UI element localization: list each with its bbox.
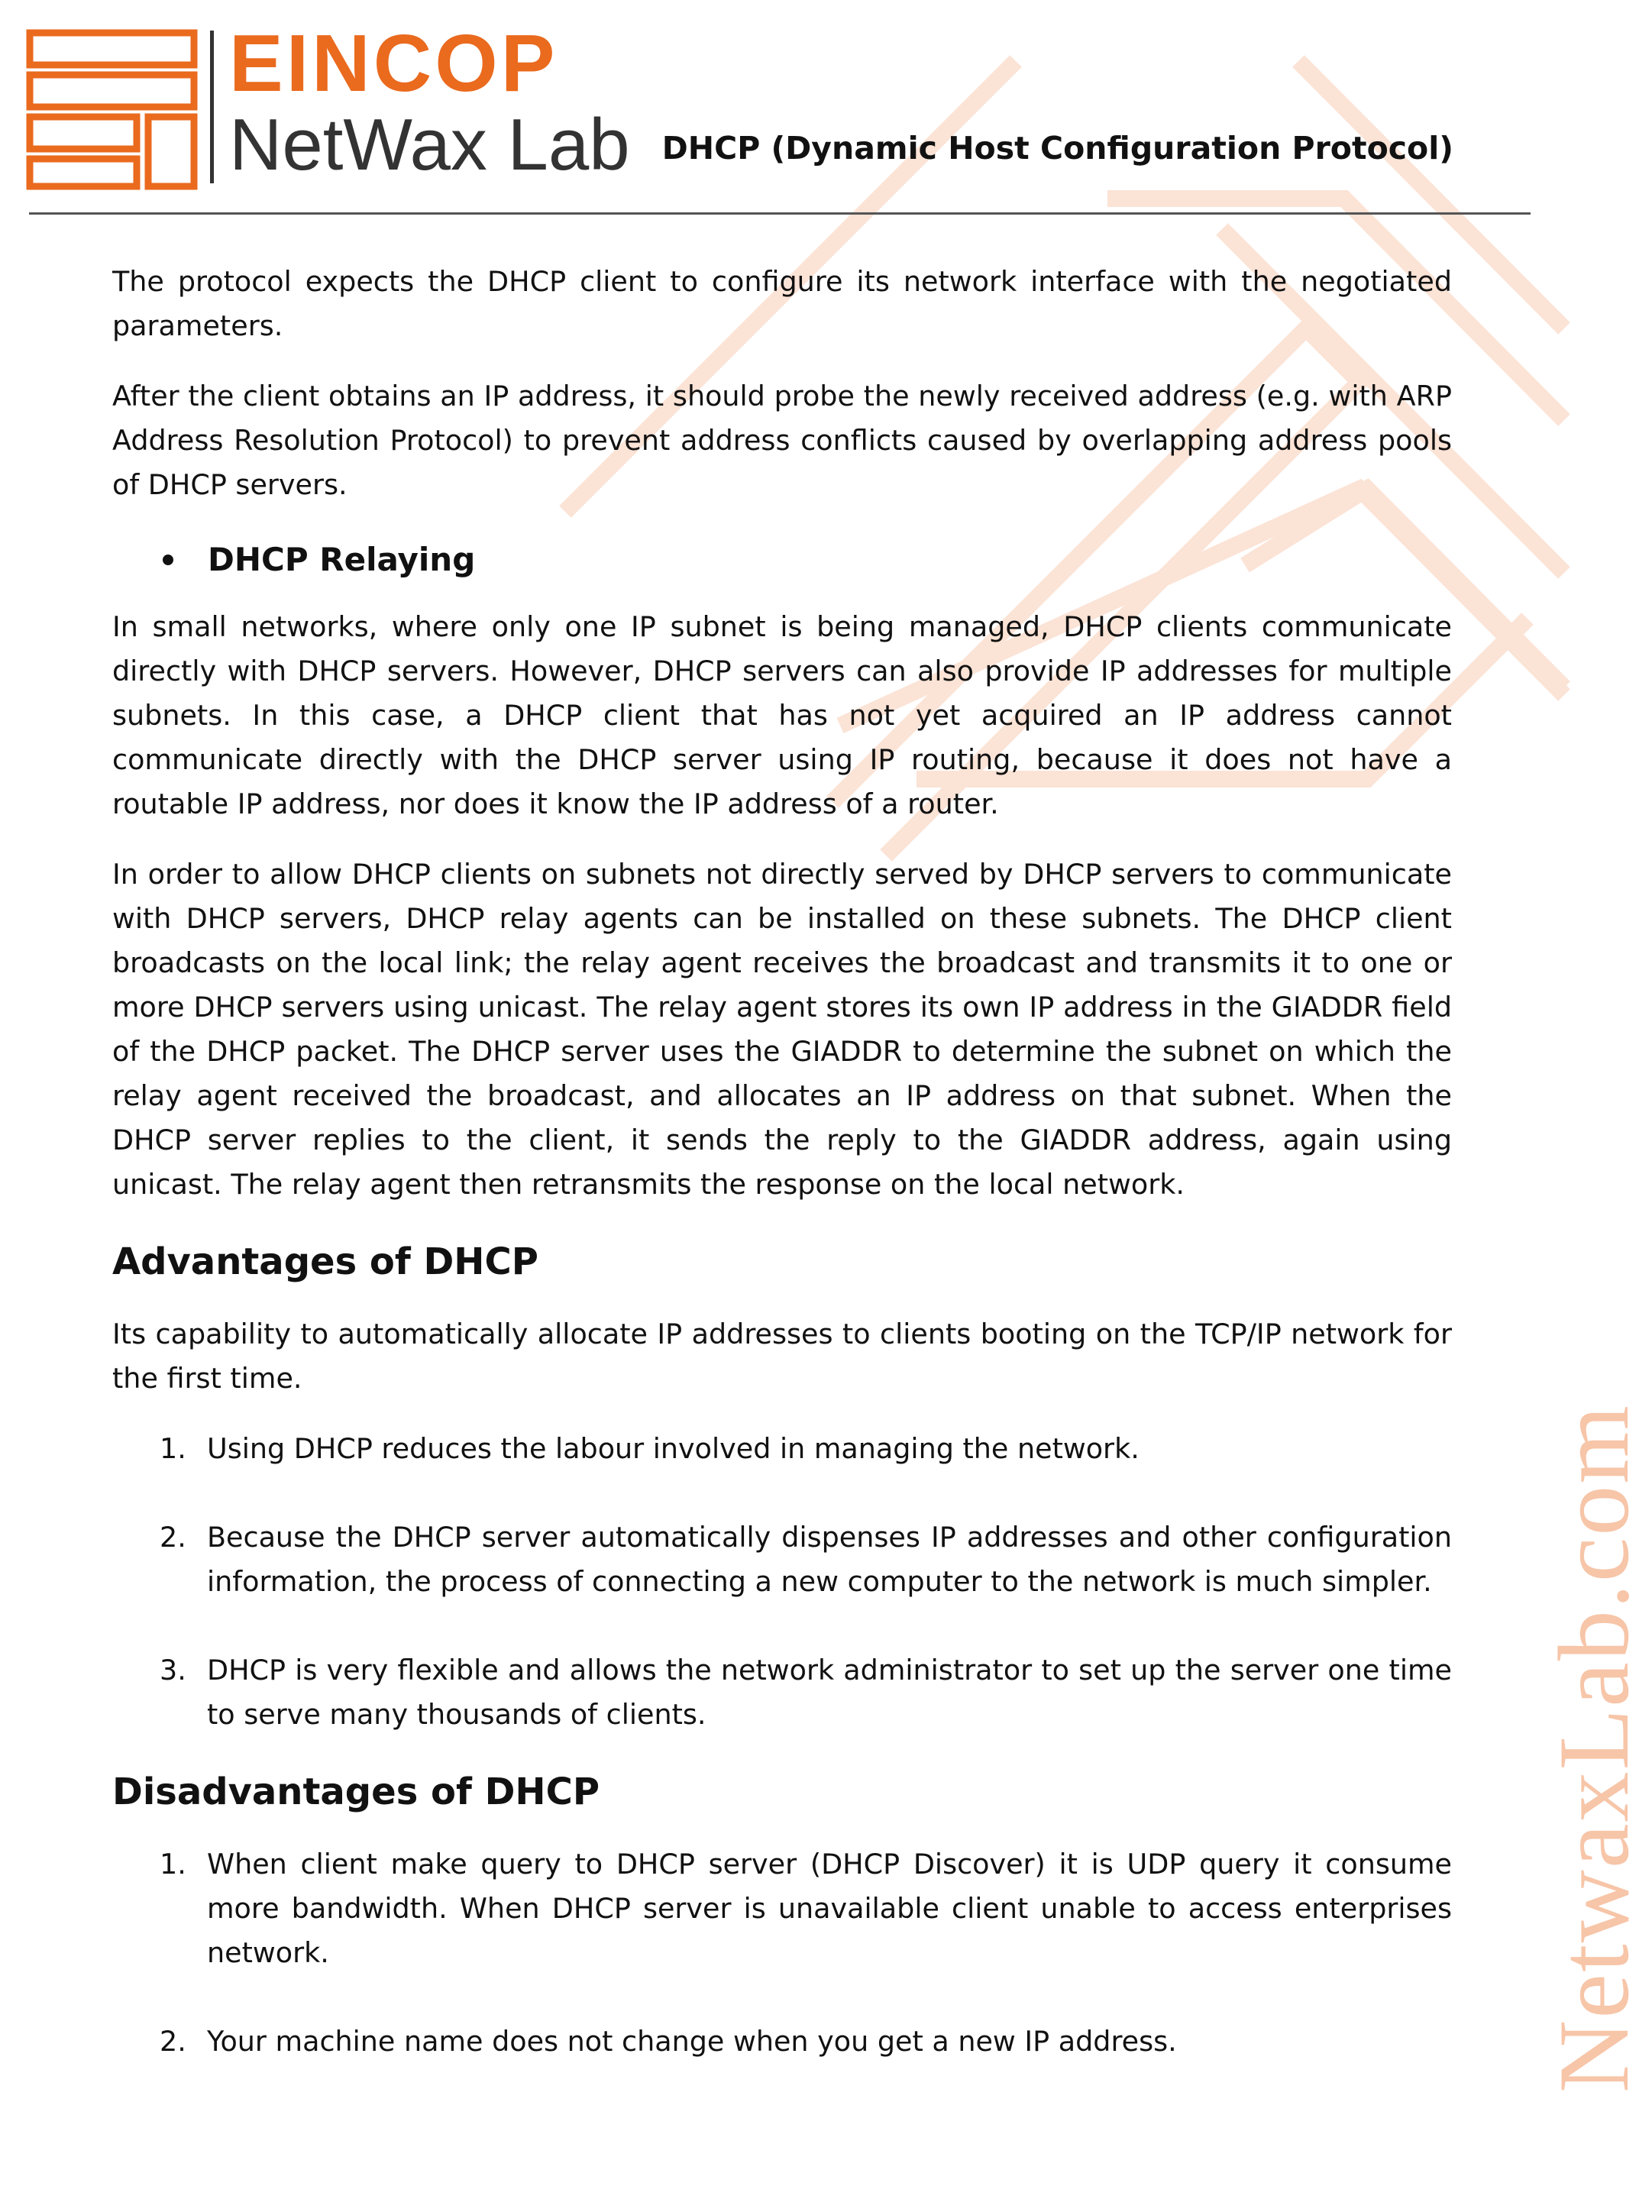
bullet-icon xyxy=(163,555,173,565)
list-text: Your machine name does not change when you get a new IP address. xyxy=(207,2025,1177,2058)
paragraph: Its capability to automatically allocate IP addresses to clients booting on the TCP/IP network for the first time. xyxy=(112,1318,1452,1395)
list-item xyxy=(112,1515,1452,1604)
list-item xyxy=(112,1648,1452,1737)
list-number: 2. xyxy=(160,1521,186,1554)
brand-name: EINCOP xyxy=(229,18,558,108)
logo-divider xyxy=(210,31,214,183)
advantages-heading: Advantages of DHCP xyxy=(112,1240,538,1283)
paragraph: The protocol expects the DHCP client to configure its network interface with the negotiated parameters. xyxy=(112,265,1452,342)
list-text: Using DHCP reduces the labour involved in managing the network. xyxy=(207,1432,1140,1465)
page-header xyxy=(0,0,1564,215)
site-watermark: NetwaxLab.com xyxy=(1537,1404,1650,2093)
eincop-logo-icon xyxy=(26,29,202,189)
disadvantages-list xyxy=(112,1842,1452,2064)
list-number: 2. xyxy=(160,2025,186,2058)
list-text: Because the DHCP server automatically dispenses IP addresses and other configuration information, the process of connecting a new computer to the network is much simpler. xyxy=(207,1521,1452,1598)
relaying-heading-label: DHCP Relaying xyxy=(208,541,476,578)
list-text: When client make query to DHCP server (DHCP Discover) it is UDP query it consume more bandwidth. When DHCP server is unavailable client unable to access enterprises network. xyxy=(207,1848,1452,1969)
relaying-heading xyxy=(112,538,1452,582)
list-item xyxy=(112,1842,1452,1975)
disadvantages-heading: Disadvantages of DHCP xyxy=(112,1771,600,1813)
list-item xyxy=(112,1427,1452,1471)
document-title: DHCP (Dynamic Host Configuration Protocol) xyxy=(661,130,1453,167)
list-number: 3. xyxy=(160,1654,186,1686)
paragraph: After the client obtains an IP address, it should probe the newly received address (e.g. with ARP Address Resolution Protocol) to prevent address conflicts caused by overlapping address pools of DHCP servers. xyxy=(112,380,1452,501)
list-number: 1. xyxy=(160,1848,186,1881)
brand-subtitle: NetWax Lab xyxy=(229,104,630,186)
advantages-list xyxy=(112,1427,1452,1737)
list-item xyxy=(112,2020,1452,2064)
paragraph: In order to allow DHCP clients on subnets not directly served by DHCP servers to communicate with DHCP servers, DHCP relay agents can be installed on these subnets. The DHCP client broadcasts on the local link; the relay agent receives the broadcast and transmits it to one or more DHCP servers using unicast. The relay agent stores its own IP address in the GIADDR field of the DHCP packet. The DHCP server uses the GIADDR to determine the subnet on which the relay agent received the broadcast, and allocates an IP address on that subnet. When the DHCP server replies to the client, it sends the reply to the GIADDR address, again using unicast. The relay agent then retransmits the response on the local network. xyxy=(112,858,1452,1201)
document-body xyxy=(112,260,1452,2108)
list-text: DHCP is very flexible and allows the network administrator to set up the server one time to serve many thousands of clients. xyxy=(207,1654,1452,1731)
header-divider xyxy=(29,212,1531,215)
list-number: 1. xyxy=(160,1432,186,1465)
paragraph: In small networks, where only one IP subnet is being managed, DHCP clients communicate directly with DHCP servers. However, DHCP servers can also provide IP addresses for multiple subnets. In this case, a DHCP client that has not yet acquired an IP address cannot communicate directly with the DHCP server using IP routing, because it does not have a routable IP address, nor does it know the IP address of a router. xyxy=(112,610,1452,820)
